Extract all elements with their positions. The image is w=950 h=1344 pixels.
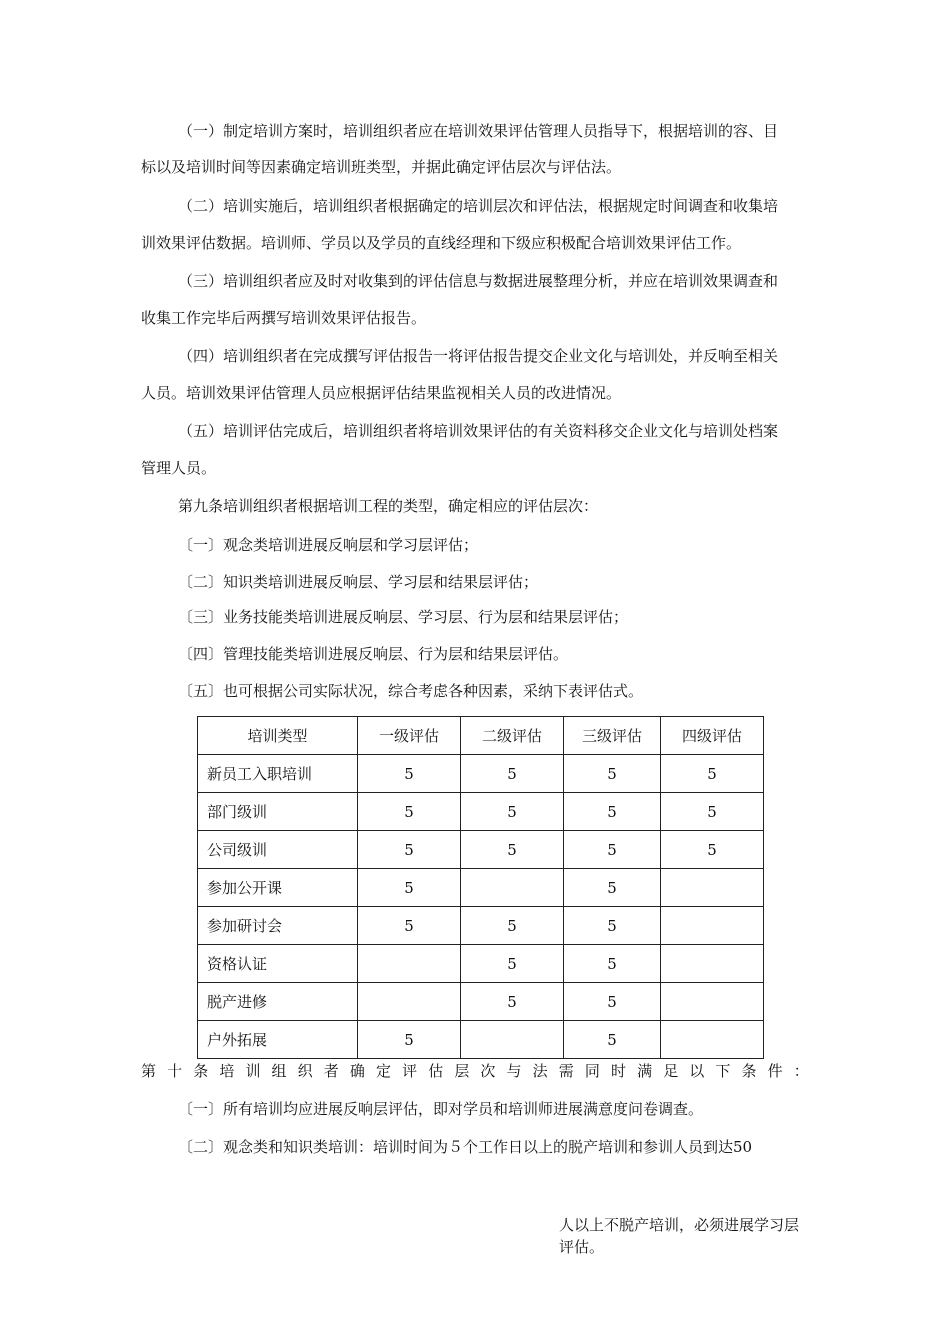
table-cell [661,869,764,907]
heading-char: 法 [532,1062,548,1080]
table-cell: 5 [461,945,564,983]
heading-char: 条 [193,1062,209,1080]
table-cell: 5 [358,907,461,945]
article-10-item-2: 〔二〕观念类和知识类培训：培训时间为５个工作日以上的脱产培训和参训人员到达50 [178,1138,753,1156]
table-row [198,1021,764,1059]
heading-char: 条 [741,1062,757,1080]
article-9-item-1: 〔一〕观念类培训进展反响层和学习层评估； [178,536,479,554]
article-9-heading: 第九条培训组织者根据培训工程的类型，确定相应的评估层次： [178,497,599,515]
table-cell: 公司级训 [198,831,358,869]
table-header-row [198,717,764,755]
table-cell: 脱产进修 [198,983,358,1021]
table-cell: 5 [564,907,661,945]
heading-char: 与 [506,1062,522,1080]
heading-char: 需 [558,1062,574,1080]
para-3-line-2: 收集工作完毕后两撰写培训效果评估报告。 [141,309,427,327]
table-cell: 新员工入职培训 [198,755,358,793]
table-cell [358,945,461,983]
table-cell: 5 [564,755,661,793]
table-cell: 5 [461,831,564,869]
trailing-text-line-1: 人以上不脱产培训，必须进展学习层 [559,1216,800,1234]
heading-char: 定 [375,1062,391,1080]
heading-char: 评 [402,1062,418,1080]
evaluation-table [197,716,764,1059]
para-2-line-2: 训效果评估数据。培训师、学员以及学员的直线经理和下级应积极配合培训效果评估工作。 [141,234,742,252]
para-5-line-2: 管理人员。 [141,459,217,477]
table-cell: 户外拓展 [198,1021,358,1059]
table-row [198,755,764,793]
heading-char: 织 [297,1062,313,1080]
trailing-text-line-2: 评估。 [559,1238,605,1256]
para-2-line-1: （二）培训实施后，培训组织者根据确定的培训层次和评估法，根据规定时间调查和收集培 [178,197,779,215]
article-9-item-3: 〔三〕业务技能类培训进展反响层、学习层、行为层和结果层评估； [178,608,629,626]
table-header-cell: 培训类型 [198,717,358,755]
table-cell: 资格认证 [198,945,358,983]
para-4-line-2: 人员。培训效果评估管理人员应根据评估结果监视相关人员的改进情况。 [141,384,622,402]
table-cell: 5 [661,755,764,793]
table-cell: 5 [358,793,461,831]
heading-char: 下 [715,1062,731,1080]
table-cell: 5 [564,983,661,1021]
table-cell: 5 [661,793,764,831]
table-cell: 参加公开课 [198,869,358,907]
table-cell: 参加研讨会 [198,907,358,945]
table-row [198,907,764,945]
table-cell: 5 [358,1021,461,1059]
article-10-heading [141,1061,809,1081]
heading-char: 同 [584,1062,600,1080]
table-cell: 5 [564,831,661,869]
table-cell [661,983,764,1021]
table-header-cell: 四级评估 [661,717,764,755]
table-cell: 5 [564,793,661,831]
table-cell: 5 [461,983,564,1021]
table-cell [661,907,764,945]
heading-char: ： [793,1062,809,1080]
table-cell [461,1021,564,1059]
article-9-item-4: 〔四〕管理技能类培训进展反响层、行为层和结果层评估。 [178,645,569,663]
table-cell: 5 [358,755,461,793]
heading-char: 培 [219,1062,235,1080]
table-header-cell: 三级评估 [564,717,661,755]
para-4-line-1: （四）培训组织者在完成撰写评估报告一将评估报告提交企业文化与培训处，并反响至相关 [178,347,779,365]
heading-char: 训 [245,1062,261,1080]
heading-char: 件 [767,1062,783,1080]
table-cell [661,1021,764,1059]
heading-char: 足 [663,1062,679,1080]
heading-char: 者 [323,1062,339,1080]
article-10-item-1: 〔一〕所有培训均应进展反响层评估，即对学员和培训师进展满意度问卷调查。 [178,1100,704,1118]
table-cell: 部门级训 [198,793,358,831]
table-cell: 5 [358,831,461,869]
heading-char: 组 [271,1062,287,1080]
heading-char: 第 [141,1062,157,1080]
table-cell: 5 [461,793,564,831]
table-row [198,983,764,1021]
heading-char: 层 [454,1062,470,1080]
para-5-line-1: （五）培训评估完成后，培训组织者将培训效果评估的有关资料移交企业文化与培训处档案 [178,422,779,440]
heading-char: 确 [349,1062,365,1080]
heading-char: 次 [480,1062,496,1080]
table-cell: 5 [564,1021,661,1059]
table-cell: 5 [661,831,764,869]
table-cell: 5 [461,907,564,945]
table-cell [661,945,764,983]
heading-char: 以 [689,1062,705,1080]
para-1-line-2: 标以及培训时间等因素确定培训班类型，并据此确定评估层次与评估法。 [141,158,622,176]
table-cell [358,983,461,1021]
heading-char: 估 [428,1062,444,1080]
table-header-cell: 一级评估 [358,717,461,755]
table-row [198,945,764,983]
table-cell: 5 [461,755,564,793]
table-cell: 5 [564,945,661,983]
table-cell [461,869,564,907]
heading-char: 时 [610,1062,626,1080]
heading-char: 满 [637,1062,653,1080]
table-row [198,831,764,869]
table-cell: 5 [358,869,461,907]
article-9-item-5: 〔五〕也可根据公司实际状况，综合考虑各种因素，采纳下表评估式。 [178,682,644,700]
table-header-cell: 二级评估 [461,717,564,755]
article-9-item-2: 〔二〕知识类培训进展反响层、学习层和结果层评估； [178,573,539,591]
table-cell: 5 [564,869,661,907]
table-row [198,869,764,907]
para-1-line-1: （一）制定培训方案时，培训组织者应在培训效果评估管理人员指导下，根据培训的容、目 [178,122,779,140]
heading-char: 十 [167,1062,183,1080]
para-3-line-1: （三）培训组织者应及时对收集到的评估信息与数据进展整理分析，并应在培训效果调查和 [178,272,779,290]
table-row [198,793,764,831]
